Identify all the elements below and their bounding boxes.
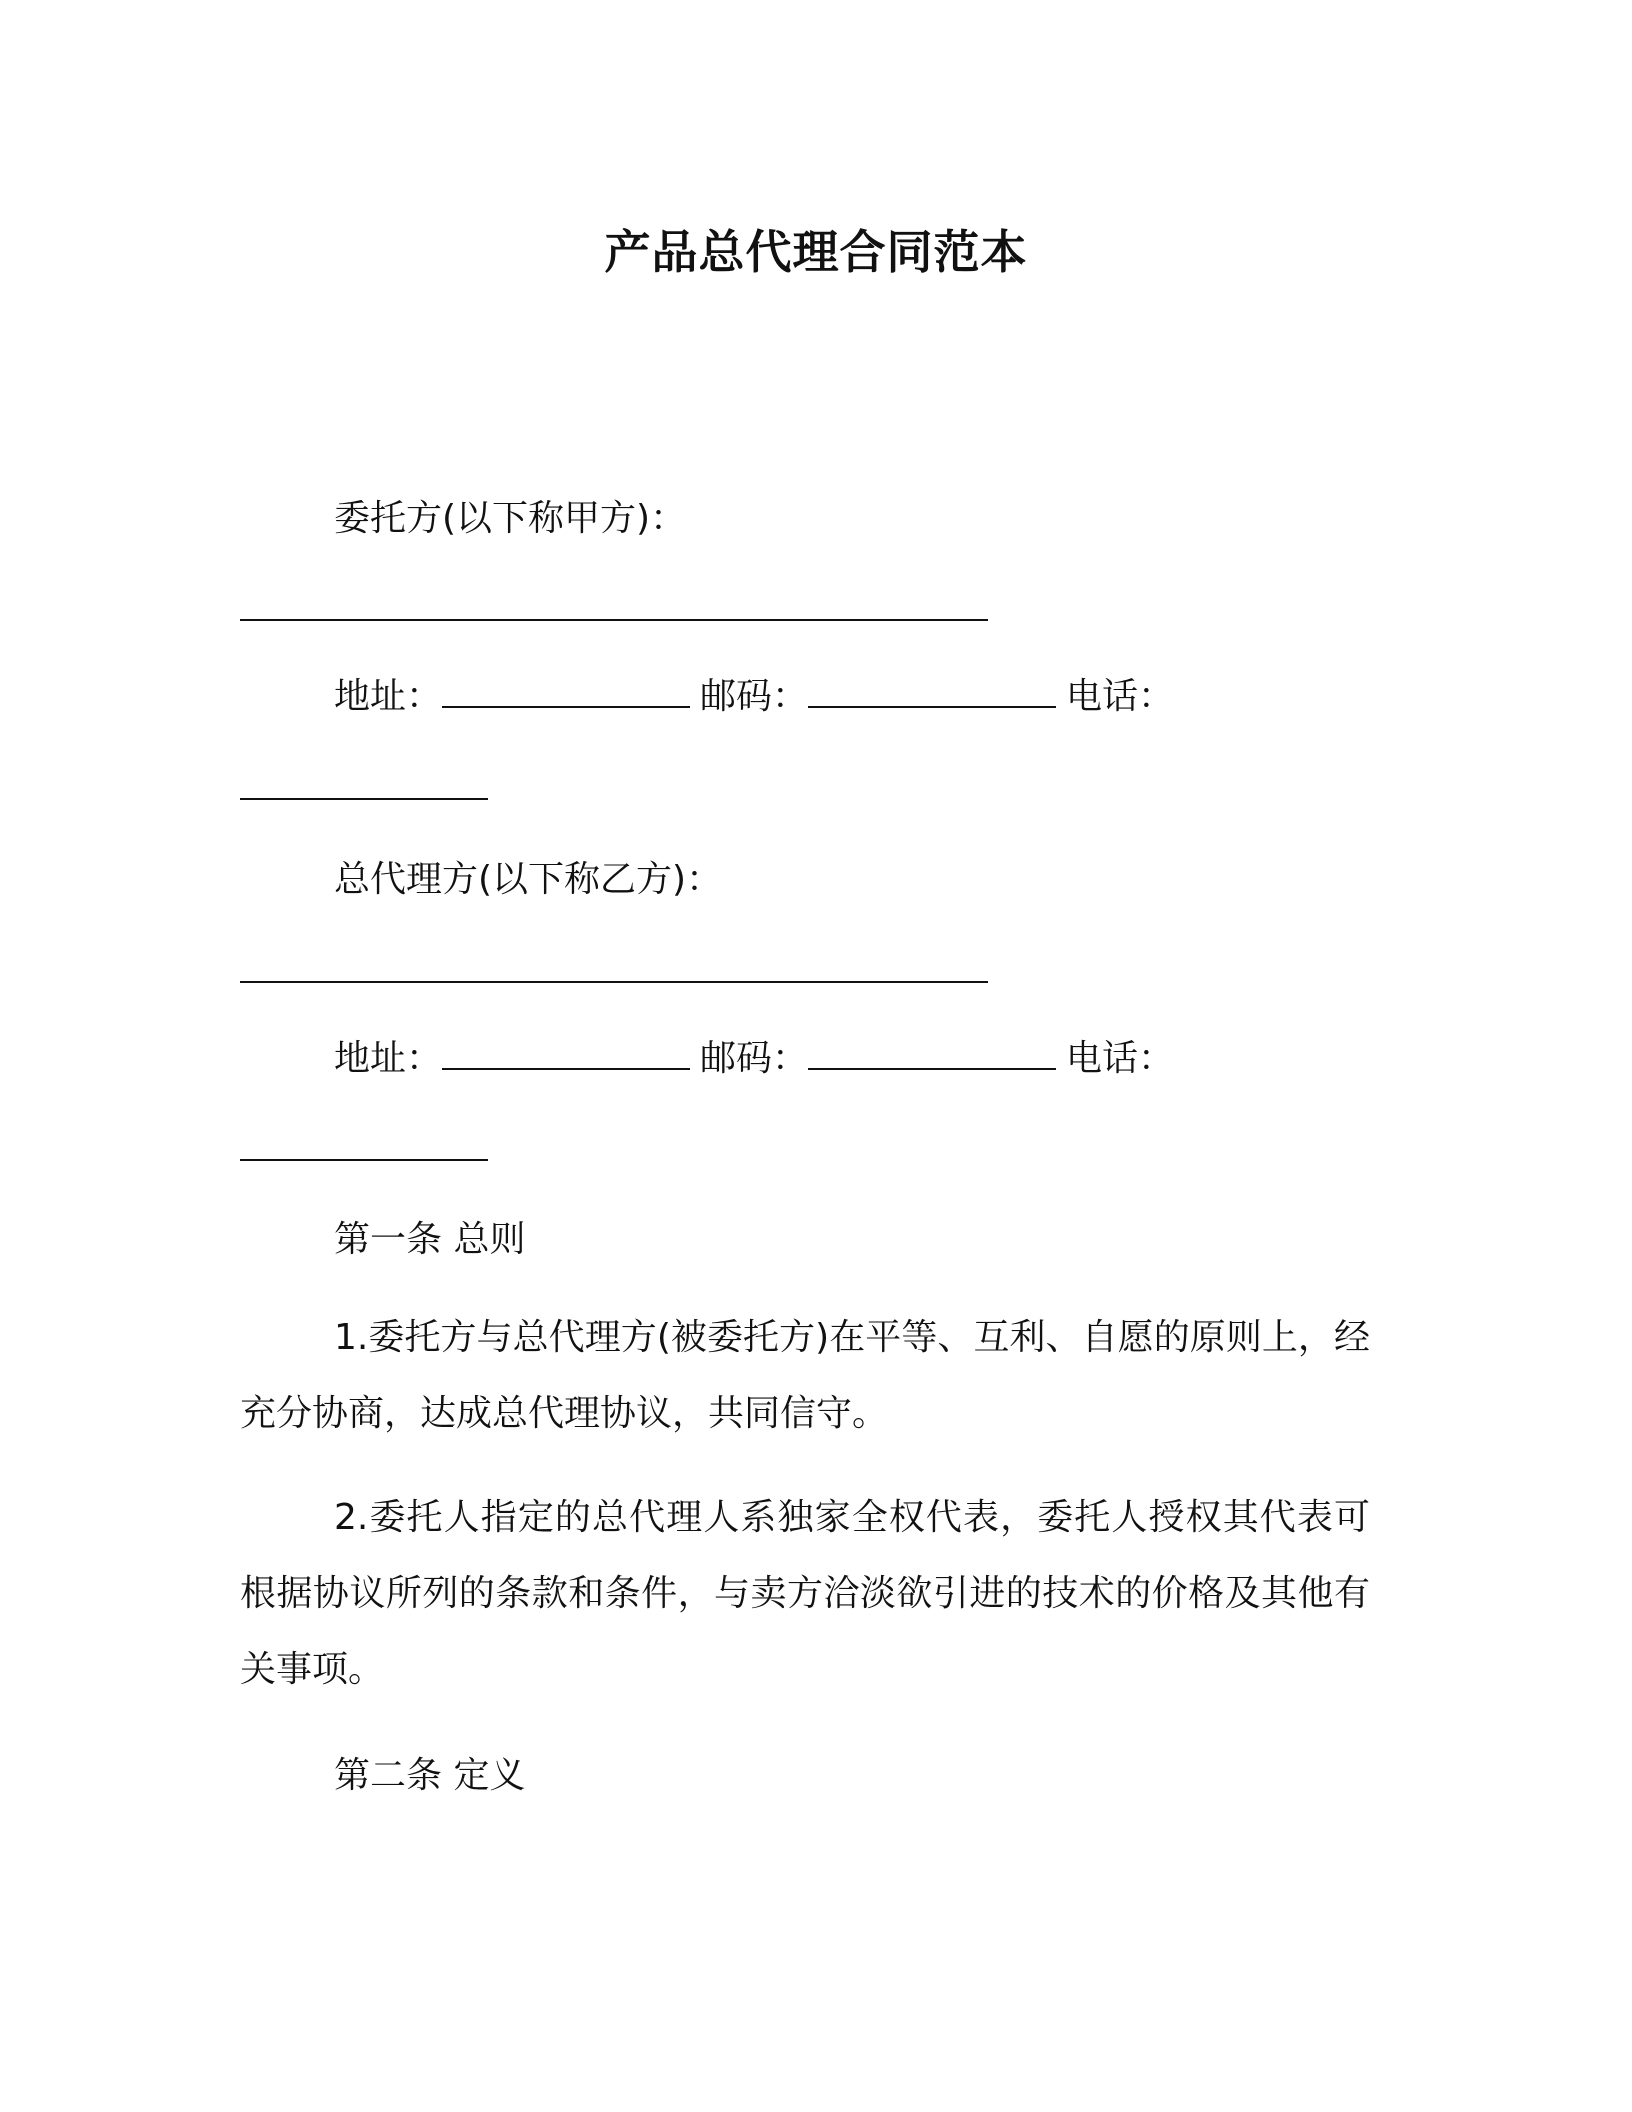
party-a-name-blank xyxy=(240,588,988,632)
article2-heading: 第二条 定义 xyxy=(334,1755,526,1796)
party-a-phone-blank-row xyxy=(240,767,488,811)
party-b-phone-blank-row xyxy=(240,1128,488,1172)
party-a-label: 委托方(以下称甲方)： xyxy=(334,498,687,539)
party-a-contact-row xyxy=(334,675,1174,719)
party-a-address-label: 地址： xyxy=(334,676,443,717)
party-a-phone-blank xyxy=(240,768,488,800)
party-a-phone-label: 电话： xyxy=(1066,676,1175,717)
party-b-name-blank xyxy=(240,950,988,994)
party-b-phone-blank xyxy=(240,1129,488,1161)
party-a-zip-label: 邮码： xyxy=(700,676,809,717)
party-b-address-blank xyxy=(442,1038,690,1070)
party-b-zip-blank xyxy=(808,1038,1056,1070)
party-b-label: 总代理方(以下称乙方)： xyxy=(334,859,723,900)
article1-clause2: 2.委托人指定的总代理人系独家全权代表，委托人授权其代表可根据协议所列的条款和条件，与卖方洽淡欲引进的技术的价格及其他有关事项。 xyxy=(240,1497,1370,1690)
article1-clause1: 1.委托方与总代理方(被委托方)在平等、互利、自愿的原则上，经充分协商，达成总代理协议，共同信守。 xyxy=(240,1317,1370,1434)
party-b-address-label: 地址： xyxy=(334,1038,443,1079)
blank-line xyxy=(240,589,988,621)
party-b-contact-row xyxy=(334,1037,1174,1081)
blank-line xyxy=(240,951,988,983)
party-a-address-blank xyxy=(442,676,690,708)
article1-heading: 第一条 总则 xyxy=(334,1219,526,1260)
party-b-phone-label: 电话： xyxy=(1066,1038,1175,1079)
party-a-zip-blank xyxy=(808,676,1056,708)
party-b-zip-label: 邮码： xyxy=(700,1038,809,1079)
document-title: 产品总代理合同范本 xyxy=(604,225,1028,279)
